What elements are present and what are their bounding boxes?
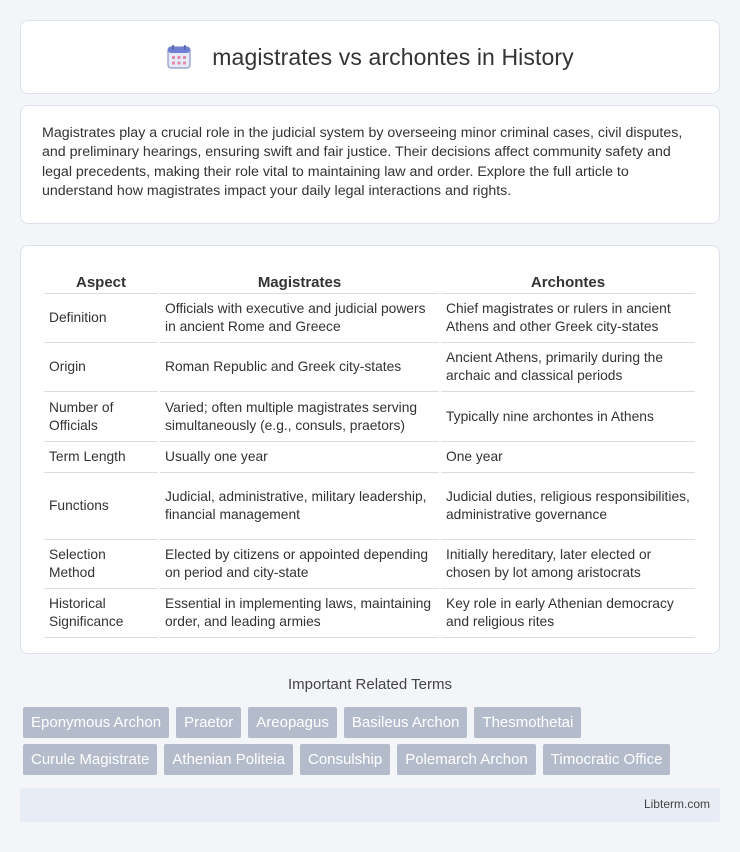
magistrates-cell: Judicial, administrative, military leadership, financial management <box>160 473 439 540</box>
related-terms-tags <box>23 707 723 781</box>
tag-praetor[interactable]: Praetor <box>176 707 241 738</box>
magistrates-cell: Usually one year <box>160 442 439 473</box>
table-row <box>44 473 695 540</box>
table-row <box>44 392 695 442</box>
tag-consulship[interactable]: Consulship <box>300 744 390 775</box>
tag-curule-magistrate[interactable]: Curule Magistrate <box>23 744 157 775</box>
related-terms-title: Important Related Terms <box>288 676 452 693</box>
column-header-aspect: Aspect <box>44 266 158 294</box>
tag-eponymous-archon[interactable]: Eponymous Archon <box>23 707 169 738</box>
footer <box>20 788 720 822</box>
comparison-card <box>20 245 720 654</box>
page-title: magistrates vs archontes in History <box>212 43 574 70</box>
table-header-row <box>44 266 695 294</box>
table-row <box>44 540 695 589</box>
aspect-cell: Functions <box>44 473 158 540</box>
tag-areopagus[interactable]: Areopagus <box>248 707 337 738</box>
table-row <box>44 294 695 343</box>
calendar-icon <box>166 44 192 70</box>
archontes-cell: Ancient Athens, primarily during the archaic and classical periods <box>441 343 695 392</box>
aspect-cell: Origin <box>44 343 158 392</box>
tag-basileus-archon[interactable]: Basileus Archon <box>344 707 468 738</box>
footer-site-link[interactable]: Libterm.com <box>643 797 710 811</box>
column-header-magistrates: Magistrates <box>160 266 439 294</box>
archontes-cell: One year <box>441 442 695 473</box>
archontes-cell: Typically nine archontes in Athens <box>441 392 695 442</box>
tag-polemarch-archon[interactable]: Polemarch Archon <box>397 744 536 775</box>
archontes-cell: Key role in early Athenian democracy and religious rites <box>441 589 695 638</box>
archontes-cell: Chief magistrates or rulers in ancient Athens and other Greek city-states <box>441 294 695 343</box>
magistrates-cell: Essential in implementing laws, maintaining order, and leading armies <box>160 589 439 638</box>
comparison-table <box>42 266 697 638</box>
aspect-cell: Term Length <box>44 442 158 473</box>
archontes-cell: Judicial duties, religious responsibilities, administrative governance <box>441 473 695 540</box>
tag-timocratic-office[interactable]: Timocratic Office <box>543 744 671 775</box>
magistrates-cell: Varied; often multiple magistrates serving simultaneously (e.g., consuls, praetors) <box>160 392 439 442</box>
aspect-cell: Number of Officials <box>44 392 158 442</box>
magistrates-cell: Elected by citizens or appointed depending on period and city-state <box>160 540 439 589</box>
intro-card <box>20 105 720 224</box>
table-row <box>44 589 695 638</box>
intro-text: Magistrates play a crucial role in the judicial system by overseeing minor criminal cases, civil disputes, and preliminary hearings, ensuring swift and fair justice. Their decisions affect community safety and legal precedents, making their role vital to maintaining law and order. Explore the full article to understand how magistrates impact your daily legal interactions and rights. <box>42 125 683 199</box>
magistrates-cell: Roman Republic and Greek city-states <box>160 343 439 392</box>
tag-athenian-politeia[interactable]: Athenian Politeia <box>164 744 293 775</box>
tag-thesmothetai[interactable]: Thesmothetai <box>474 707 581 738</box>
aspect-cell: Historical Significance <box>44 589 158 638</box>
aspect-cell: Definition <box>44 294 158 343</box>
archontes-cell: Initially hereditary, later elected or chosen by lot among aristocrats <box>441 540 695 589</box>
table-row <box>44 343 695 392</box>
tag-row-2 <box>23 744 723 775</box>
table-row <box>44 442 695 473</box>
aspect-cell: Selection Method <box>44 540 158 589</box>
column-header-archontes: Archontes <box>441 266 695 294</box>
tag-row-1 <box>23 707 723 738</box>
header-card <box>20 20 720 94</box>
magistrates-cell: Officials with executive and judicial powers in ancient Rome and Greece <box>160 294 439 343</box>
